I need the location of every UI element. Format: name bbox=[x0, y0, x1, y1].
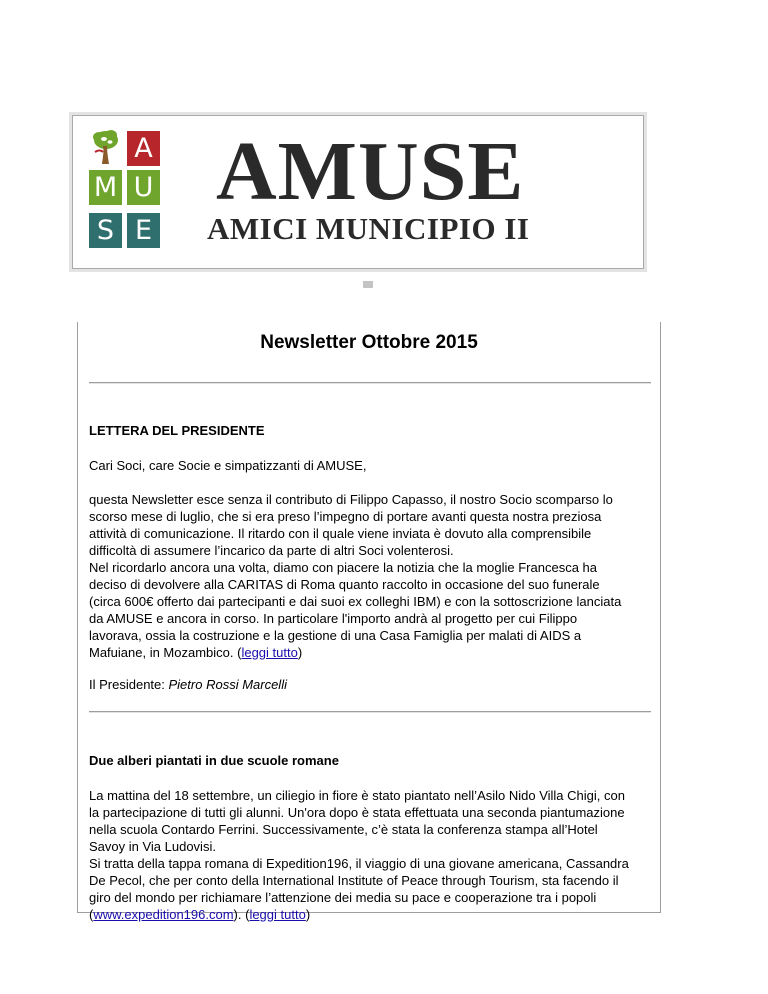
logo-title: AMUSE bbox=[216, 125, 525, 218]
body-line: deciso di devolvere alla CARITAS di Roma quanto raccolto in occasione del suo funerale bbox=[89, 577, 600, 592]
body-line-last bbox=[89, 906, 654, 923]
body-line: da AMUSE e ancora in corso. In particolare l'importo andrà al progetto per cui Filippo bbox=[89, 611, 578, 626]
body-line: giro del mondo per richiamare l’attenzione dei media su pace e cooperazione tra i popoli bbox=[89, 890, 597, 905]
logo-subtitle: AMICI MUNICIPIO II bbox=[207, 211, 530, 246]
body-line: De Pecol, che per conto della International Institute of Peace through Tourism, sta facendo il bbox=[89, 873, 619, 888]
divider bbox=[89, 382, 651, 384]
president-letter-body bbox=[89, 491, 654, 661]
section-heading-president: LETTERA DEL PRESIDENTE bbox=[89, 423, 265, 438]
body-line-last bbox=[89, 644, 654, 661]
divider bbox=[89, 711, 651, 713]
body-line: (circa 600€ offerto dai partecipanti e dai suoi ex colleghi IBM) e con la sottoscrizione lanciata bbox=[89, 594, 622, 609]
body-text: ( bbox=[89, 907, 94, 922]
logo-tiles bbox=[89, 128, 161, 258]
logo-tile-m: M bbox=[89, 170, 122, 205]
body-text: Mafuiane, in Mozambico. ( bbox=[89, 645, 242, 660]
body-text: ) bbox=[305, 907, 311, 922]
logo-tile-s: S bbox=[89, 213, 122, 248]
body-line: scorso mese di luglio, che si era preso l’impegno di portare avanti questa nostra preziosa bbox=[89, 509, 602, 524]
signature bbox=[89, 676, 654, 693]
body-line: Si tratta della tappa romana di Expedition196, il viaggio di una giovane americana, Cassandra bbox=[89, 856, 629, 871]
newsletter-title: Newsletter Ottobre 2015 bbox=[260, 332, 478, 353]
body-line: nella scuola Contardo Ferrini. Successivamente, c’è stata la conferenza stampa all’Hotel bbox=[89, 822, 598, 837]
logo-banner bbox=[72, 115, 644, 269]
tree-icon bbox=[89, 128, 122, 168]
body-line: difficoltà di assumere l’incarico da parte di altri Soci volenterosi. bbox=[89, 543, 454, 558]
body-line: lavorava, ossia la costruzione e la gestione di una Casa Famiglia per malati di AIDS a bbox=[89, 628, 582, 643]
body-line: Savoy in Via Ludovisi. bbox=[89, 839, 216, 854]
read-more-link[interactable]: leggi tutto bbox=[241, 645, 298, 660]
logo-tile-u: U bbox=[127, 170, 160, 205]
body-text: ) bbox=[297, 645, 303, 660]
newsletter-card bbox=[77, 322, 661, 922]
separator-image bbox=[363, 281, 373, 288]
body-line: attività di comunicazione. Il ritardo con il quale viene inviata è dovuto alla comprensibile bbox=[89, 526, 592, 541]
expedition-site-link[interactable]: www.expedition196.com bbox=[93, 907, 234, 922]
read-more-link[interactable]: leggi tutto bbox=[249, 907, 306, 922]
section-heading-trees: Due alberi piantati in due scuole romane bbox=[89, 753, 339, 768]
body-line: la partecipazione di tutti gli alunni. Un'ora dopo è stata effettuata una seconda piantumazione bbox=[89, 805, 625, 820]
greeting-text: Cari Soci, care Socie e simpatizzanti di AMUSE, bbox=[89, 458, 367, 473]
trees-article-body bbox=[89, 787, 654, 923]
signature-label: Il Presidente: bbox=[89, 677, 169, 692]
logo-tile-e: E bbox=[127, 213, 160, 248]
body-line: Nel ricordarlo ancora una volta, diamo con piacere la notizia che la moglie Francesca ha bbox=[89, 560, 597, 575]
body-text: ). ( bbox=[233, 907, 250, 922]
body-line: questa Newsletter esce senza il contributo di Filippo Capasso, il nostro Socio scomparso lo bbox=[89, 492, 613, 507]
body-line: La mattina del 18 settembre, un ciliegio in fiore è stato piantato nell’Asilo Nido Villa Chigi, con bbox=[89, 788, 625, 803]
signature-name: Pietro Rossi Marcelli bbox=[168, 677, 287, 692]
logo-tile-a: A bbox=[127, 131, 160, 166]
